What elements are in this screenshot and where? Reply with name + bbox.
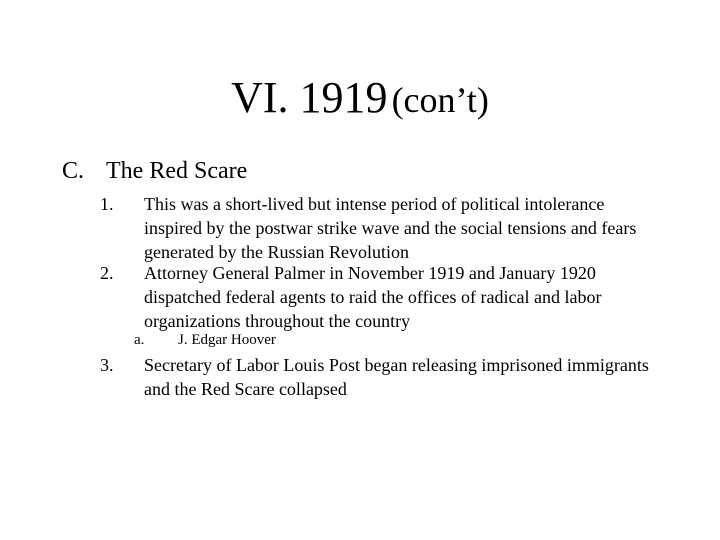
list-item-text: This was a short-lived but intense period of political intolerance inspired by the postwar strike wave and the social tensions and fears generated by the Russian Revolution <box>144 194 637 262</box>
list-item-number: 2. <box>100 263 114 283</box>
sub-item-number: a. <box>134 332 145 348</box>
slide-title <box>0 72 720 123</box>
title-sub: (con’t) <box>391 80 489 120</box>
sub-item-text: J. Edgar Hoover <box>178 332 276 348</box>
sub-item-a <box>134 330 276 350</box>
list-item-number: 3. <box>100 355 114 375</box>
list-item-number: 1. <box>100 194 114 214</box>
section-marker: C. <box>62 158 85 184</box>
section-heading <box>62 158 247 185</box>
section-label: The Red Scare <box>106 158 248 184</box>
list-item-text: Attorney General Palmer in November 1919 and January 1920 dispatched federal agents to raid the offices of radical and labor organizations throughout the country <box>144 263 602 331</box>
title-main: VI. 1919 <box>231 73 388 122</box>
list-item-text: Secretary of Labor Louis Post began releasing imprisoned immigrants and the Red Scare collapsed <box>144 355 649 399</box>
